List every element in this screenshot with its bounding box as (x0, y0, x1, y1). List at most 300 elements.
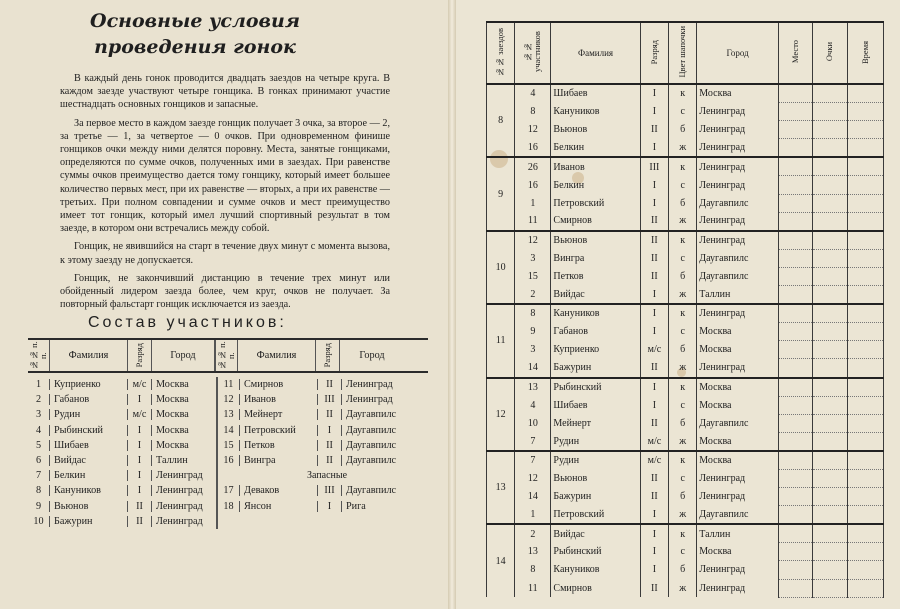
roster-row (28, 438, 216, 453)
rider-number: 13 (218, 409, 240, 420)
rider-name: Рыбинский (50, 425, 128, 436)
rider-name: Шибаев (551, 84, 640, 103)
rider-rank: I (640, 543, 668, 561)
rider-number: 15 (515, 267, 551, 285)
roster-row (218, 423, 406, 438)
cap-color: с (669, 323, 697, 341)
rider-name: Рыбинский (551, 543, 640, 561)
points-cell (812, 212, 848, 231)
rider-number: 7 (515, 451, 551, 470)
rider-name: Кануников (551, 304, 640, 323)
rider-name: Смирнов (551, 579, 640, 597)
rules-text (60, 72, 390, 316)
time-cell (848, 543, 884, 561)
rider-city: Ленинград (346, 394, 393, 406)
place-cell (778, 543, 812, 561)
rider-city: Москва (156, 379, 189, 391)
rider-city: Даугавпилс (697, 414, 779, 432)
rider-city: Ленинград (346, 379, 393, 391)
time-cell (848, 451, 884, 470)
page-fold (448, 0, 456, 609)
place-cell (778, 84, 812, 103)
roster-header-city: Город (359, 350, 385, 361)
place-cell (778, 451, 812, 470)
heat-row (487, 396, 884, 414)
rider-city: Москва (156, 409, 189, 421)
rider-rank: I (640, 323, 668, 341)
heat-row (487, 432, 884, 451)
rules-paragraph: В каждый день гонок проводится двадцать заездов на четыре круга. В каждом заезде участвуют четыре гонщика. В гонках принимают участие шестнадцать основных гонщиков и запасные. (60, 73, 390, 111)
rider-city: Москва (156, 439, 189, 451)
rider-city: Таллин (697, 524, 779, 543)
rider-number: 5 (28, 440, 50, 451)
heat-number: 12 (487, 378, 515, 451)
heat-row (487, 378, 884, 397)
rider-rank: I (128, 470, 152, 481)
rider-city: Ленинград (697, 121, 779, 139)
rider-name: Габанов (50, 394, 128, 405)
rider-city: Даугавпилс (346, 485, 397, 497)
points-cell (812, 103, 848, 121)
rider-rank: I (128, 425, 152, 436)
cap-color: с (669, 396, 697, 414)
place-cell (778, 524, 812, 543)
place-cell (778, 323, 812, 341)
rider-number: 12 (218, 394, 240, 405)
rider-name: Янсон (240, 501, 318, 512)
rider-number: 10 (28, 516, 50, 527)
rider-name: Вингра (551, 249, 640, 267)
rider-city: Ленинград (697, 561, 779, 579)
heat-row (487, 231, 884, 250)
rider-rank: II (640, 249, 668, 267)
rider-name: Бажурин (551, 488, 640, 506)
rider-name: Куприенко (50, 379, 128, 390)
cap-color: к (669, 157, 697, 176)
heats-table (486, 21, 884, 598)
points-cell (812, 231, 848, 250)
rider-rank: II (640, 414, 668, 432)
rules-title-line1: Основные условия (90, 10, 300, 32)
rider-city: Ленинград (156, 515, 203, 527)
roster-row (28, 483, 216, 498)
rider-rank: I (640, 378, 668, 397)
time-cell (848, 194, 884, 212)
rider-number: 11 (515, 579, 551, 597)
cap-color: к (669, 304, 697, 323)
rider-city: Москва (697, 378, 779, 397)
rider-city: Таллин (156, 455, 188, 467)
cap-color: к (669, 84, 697, 103)
rider-name: Вьюнов (551, 121, 640, 139)
rider-number: 1 (28, 379, 50, 390)
heat-row (487, 451, 884, 470)
place-cell (778, 212, 812, 231)
cap-color: с (669, 543, 697, 561)
rider-number: 14 (515, 359, 551, 378)
rider-number: 9 (515, 323, 551, 341)
reserve-label: Запасные (306, 470, 348, 482)
cap-color: б (669, 341, 697, 359)
place-cell (778, 286, 812, 305)
roster-header-num: №№ п. п. (28, 340, 50, 371)
heat-row (487, 139, 884, 158)
points-cell (812, 286, 848, 305)
rider-number: 3 (515, 341, 551, 359)
heat-number: 10 (487, 231, 515, 304)
heat-row (487, 249, 884, 267)
rider-number: 11 (515, 212, 551, 231)
rider-name: Вьюнов (551, 231, 640, 250)
heat-row (487, 341, 884, 359)
cap-color: к (669, 451, 697, 470)
time-cell (848, 378, 884, 397)
rider-city: Ленинград (697, 139, 779, 158)
heats-header-row (487, 22, 884, 84)
heat-number: 14 (487, 524, 515, 597)
rider-name: Петков (240, 440, 318, 451)
rider-city: Москва (697, 341, 779, 359)
heat-row (487, 506, 884, 525)
points-cell (812, 414, 848, 432)
points-cell (812, 561, 848, 579)
rider-name: Деваков (240, 485, 318, 496)
roster-row (218, 377, 406, 392)
rider-rank: I (640, 194, 668, 212)
place-cell (778, 176, 812, 194)
time-cell (848, 249, 884, 267)
rider-number: 14 (218, 425, 240, 436)
rider-number: 26 (515, 157, 551, 176)
rider-rank: II (640, 488, 668, 506)
roster-header (28, 338, 428, 373)
rider-city: Москва (156, 424, 189, 436)
place-cell (778, 304, 812, 323)
time-cell (848, 359, 884, 378)
rider-rank: I (640, 286, 668, 305)
heat-row (487, 561, 884, 579)
time-cell (848, 157, 884, 176)
rider-city: Ленинград (156, 485, 203, 497)
rider-name: Рудин (551, 432, 640, 451)
rider-city: Ленинград (697, 157, 779, 176)
rider-number: 8 (515, 304, 551, 323)
roster-row (28, 453, 216, 468)
place-cell (778, 194, 812, 212)
rider-rank: м/с (640, 432, 668, 451)
cap-color: с (669, 176, 697, 194)
rider-rank: III (640, 157, 668, 176)
rider-name: Вийдас (551, 524, 640, 543)
roster-row (28, 392, 216, 407)
rider-name: Бажурин (50, 516, 128, 527)
time-cell (848, 323, 884, 341)
rider-number: 7 (515, 432, 551, 451)
rider-rank: I (128, 394, 152, 405)
cap-color: к (669, 524, 697, 543)
place-cell (778, 267, 812, 285)
rider-city: Ленинград (697, 212, 779, 231)
heat-row (487, 103, 884, 121)
rider-rank: II (318, 455, 342, 466)
place-cell (778, 488, 812, 506)
heat-row (487, 212, 884, 231)
rider-city: Даугавпилс (346, 409, 397, 421)
points-cell (812, 267, 848, 285)
rider-rank: I (128, 455, 152, 466)
place-cell (778, 341, 812, 359)
cap-color: ж (669, 432, 697, 451)
rider-name: Белкин (551, 139, 640, 158)
rider-name: Вьюнов (551, 469, 640, 487)
rider-number: 6 (28, 455, 50, 466)
heat-number: 13 (487, 451, 515, 524)
time-cell (848, 488, 884, 506)
heat-row (487, 359, 884, 378)
heat-row (487, 121, 884, 139)
rider-number: 7 (28, 470, 50, 481)
roster-header-rank: Разряд (128, 340, 152, 371)
rider-number: 12 (515, 469, 551, 487)
right-page (452, 0, 900, 609)
roster-column-right (218, 377, 406, 529)
heat-row (487, 194, 884, 212)
cap-color: ж (669, 579, 697, 597)
points-cell (812, 488, 848, 506)
cap-color: с (669, 469, 697, 487)
time-cell (848, 524, 884, 543)
heat-row (487, 524, 884, 543)
points-cell (812, 451, 848, 470)
heat-number: 11 (487, 304, 515, 377)
time-cell (848, 469, 884, 487)
rider-rank: II (640, 212, 668, 231)
roster-column-left (28, 377, 218, 529)
heat-row (487, 543, 884, 561)
rider-name: Петровский (551, 194, 640, 212)
rider-name: Петровский (551, 506, 640, 525)
rider-city: Ленинград (156, 500, 203, 512)
rider-city: Москва (697, 84, 779, 103)
place-cell (778, 432, 812, 451)
points-cell (812, 396, 848, 414)
rider-rank: м/с (640, 451, 668, 470)
time-cell (848, 414, 884, 432)
points-cell (812, 432, 848, 451)
roster-header-num: №№ п. п. (216, 340, 238, 371)
roster-header-rank: Разряд (316, 340, 340, 371)
cap-color: к (669, 378, 697, 397)
heat-row (487, 176, 884, 194)
time-cell (848, 231, 884, 250)
heat-row (487, 579, 884, 597)
heat-row (487, 488, 884, 506)
rider-name: Куприенко (551, 341, 640, 359)
rider-city: Ленинград (697, 103, 779, 121)
rider-name: Габанов (551, 323, 640, 341)
rules-title (60, 8, 330, 60)
rider-number: 16 (218, 455, 240, 466)
time-cell (848, 176, 884, 194)
rider-name: Иванов (240, 394, 318, 405)
rider-name: Бажурин (551, 359, 640, 378)
rider-name: Смирнов (551, 212, 640, 231)
points-cell (812, 249, 848, 267)
rider-name: Мейнерт (551, 414, 640, 432)
time-cell (848, 267, 884, 285)
rider-number: 2 (28, 394, 50, 405)
rider-name: Белкин (551, 176, 640, 194)
time-cell (848, 396, 884, 414)
roster-header-city: Город (152, 340, 216, 371)
rider-rank: I (640, 176, 668, 194)
rider-name: Смирнов (240, 379, 318, 390)
rider-city: Москва (697, 543, 779, 561)
rider-rank: I (640, 524, 668, 543)
rider-city: Даугавпилс (697, 267, 779, 285)
roster-row (28, 468, 216, 483)
rider-rank: I (640, 84, 668, 103)
heat-row (487, 323, 884, 341)
points-cell (812, 359, 848, 378)
rider-rank: II (318, 379, 342, 390)
time-cell (848, 561, 884, 579)
roster-row (218, 407, 406, 422)
heat-row (487, 469, 884, 487)
rider-rank: II (640, 579, 668, 597)
time-cell (848, 432, 884, 451)
rider-rank: I (640, 561, 668, 579)
rider-city: Даугавпилс (346, 455, 397, 467)
header-points: Очки (812, 22, 848, 84)
rider-rank: I (640, 506, 668, 525)
rider-number: 12 (515, 121, 551, 139)
time-cell (848, 341, 884, 359)
rider-rank: II (318, 440, 342, 451)
rider-rank: III (318, 394, 342, 405)
rider-city: Даугавпилс (697, 249, 779, 267)
heat-row (487, 267, 884, 285)
roster-row (218, 453, 406, 468)
cap-color: к (669, 231, 697, 250)
points-cell (812, 84, 848, 103)
points-cell (812, 543, 848, 561)
rider-name: Вингра (240, 455, 318, 466)
rider-city: Москва (697, 323, 779, 341)
cap-color: ж (669, 139, 697, 158)
roster-body (28, 377, 428, 529)
rider-rank: II (318, 409, 342, 420)
heat-number: 8 (487, 84, 515, 157)
rules-paragraph: За первое место в каждом заезде гонщик получает 3 очка, за второе — 2, за третье — 1, за четвертое — 0 очков. При одновременном финише гонщиков очки между ними делятся поровну. Места, занятые гонщиками, определяются по сумме очков, полученных ими в заездах. При равенстве суммы очков преимущество дается тому гонщику, который имеет большее количество первых мест, при их равенстве — вторых, а при их равенстве — третьих. При полном совпадении и сумме очков и мест преимущество имеет тот гонщик, который имел лучший спортивный результат в том заезде, в котором они встречались между собой. (60, 117, 390, 235)
heat-row (487, 84, 884, 103)
heat-row (487, 304, 884, 323)
rider-name: Мейнерт (240, 409, 318, 420)
place-cell (778, 469, 812, 487)
rider-rank: III (318, 485, 342, 496)
rider-city: Москва (697, 451, 779, 470)
rider-number: 16 (515, 139, 551, 158)
rider-city: Москва (697, 432, 779, 451)
rider-city: Ленинград (697, 231, 779, 250)
rider-city: Ленинград (697, 488, 779, 506)
rider-city: Даугавпилс (697, 506, 779, 525)
rider-rank: I (640, 139, 668, 158)
points-cell (812, 194, 848, 212)
time-cell (848, 286, 884, 305)
rider-name: Петровский (240, 425, 318, 436)
rider-rank: м/с (128, 379, 152, 390)
heat-row (487, 414, 884, 432)
rider-rank: I (128, 440, 152, 451)
roster-row (218, 438, 406, 453)
time-cell (848, 84, 884, 103)
rider-number: 1 (515, 506, 551, 525)
place-cell (778, 378, 812, 397)
cap-color: ж (669, 506, 697, 525)
points-cell (812, 341, 848, 359)
rider-number: 4 (515, 396, 551, 414)
rider-number: 18 (218, 501, 240, 512)
roster-header-name: Фамилия (238, 340, 316, 371)
cap-color: с (669, 103, 697, 121)
rider-number: 12 (515, 231, 551, 250)
rider-number: 13 (515, 378, 551, 397)
rider-number: 13 (515, 543, 551, 561)
cap-color: ж (669, 212, 697, 231)
points-cell (812, 176, 848, 194)
cap-color: ж (669, 359, 697, 378)
rider-name: Вийдас (50, 455, 128, 466)
place-cell (778, 121, 812, 139)
rider-city: Ленинград (697, 579, 779, 597)
time-cell (848, 579, 884, 597)
rider-number: 8 (515, 561, 551, 579)
rider-name: Кануников (50, 485, 128, 496)
roster-row (218, 483, 406, 498)
rider-number: 11 (218, 379, 240, 390)
rider-number: 3 (515, 249, 551, 267)
time-cell (848, 212, 884, 231)
rider-number: 10 (515, 414, 551, 432)
rider-number: 17 (218, 485, 240, 496)
rider-rank: II (640, 359, 668, 378)
rider-number: 4 (515, 84, 551, 103)
cap-color: б (669, 267, 697, 285)
rider-rank: II (128, 516, 152, 527)
cap-color: б (669, 488, 697, 506)
roster-row (218, 499, 406, 514)
heat-number: 9 (487, 157, 515, 230)
rider-rank: I (640, 396, 668, 414)
rider-name: Рыбинский (551, 378, 640, 397)
points-cell (812, 323, 848, 341)
rider-rank: м/с (640, 341, 668, 359)
cap-color: б (669, 414, 697, 432)
place-cell (778, 396, 812, 414)
points-cell (812, 139, 848, 158)
header-participant: №№ участников (515, 22, 551, 84)
rider-number: 1 (515, 194, 551, 212)
rider-number: 3 (28, 409, 50, 420)
points-cell (812, 304, 848, 323)
rider-number: 2 (515, 524, 551, 543)
rider-city: Ленинград (697, 176, 779, 194)
rider-number: 14 (515, 488, 551, 506)
rider-rank: II (128, 501, 152, 512)
rider-city: Ленинград (697, 359, 779, 378)
rider-number: 15 (218, 440, 240, 451)
